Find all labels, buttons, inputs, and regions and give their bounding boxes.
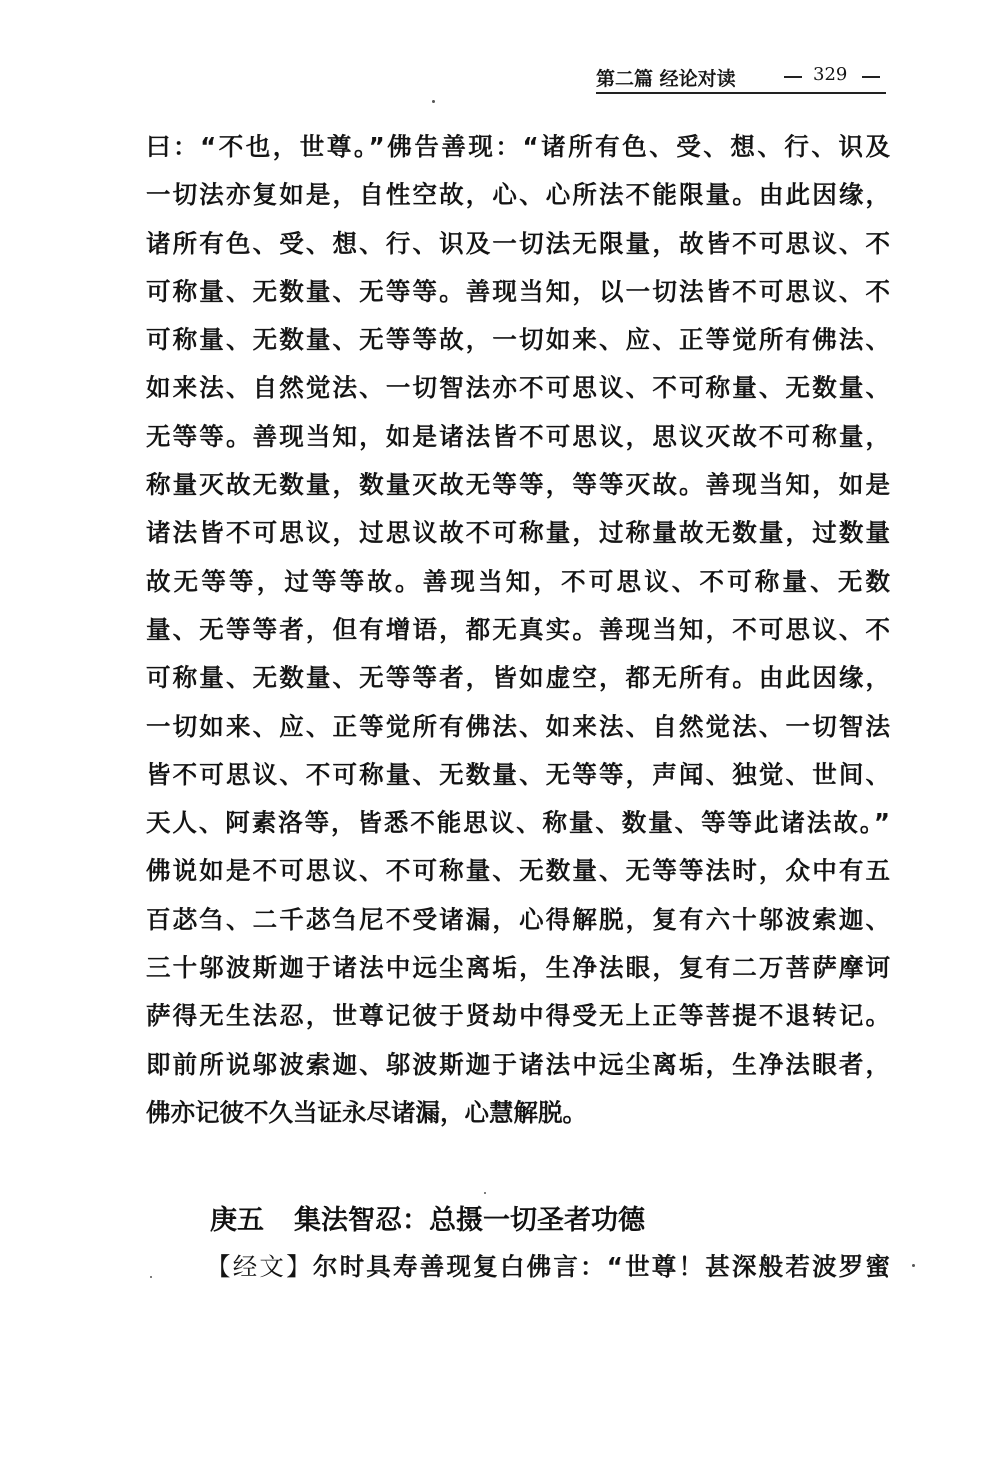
body-line: 三十邬波斯迦于诸法中远尘离垢，生净法眼，复有二万菩萨摩诃 bbox=[146, 953, 890, 983]
body-line: 一切如来、应、正等觉所有佛法、如来法、自然觉法、一切智法 bbox=[146, 711, 890, 741]
body-line: 可称量、无数量、无等等故，一切如来、应、正等觉所有佛法、 bbox=[146, 325, 890, 355]
body-line: 即前所说邬波索迦、邬波斯迦于诸法中远尘离垢，生净法眼者， bbox=[146, 1049, 890, 1079]
sutra-passage bbox=[206, 1248, 890, 1283]
sutra-text: 尔时具寿善现复白佛言：“世尊！甚深般若波罗蜜 bbox=[312, 1252, 891, 1281]
header-dash-right bbox=[862, 76, 880, 78]
scan-speck bbox=[912, 1264, 915, 1267]
header-title: 第二篇 经论对读 bbox=[596, 68, 736, 90]
body-line: 一切法亦复如是，自性空故，心、心所法不能限量。由此因缘， bbox=[146, 180, 890, 210]
running-header bbox=[596, 62, 886, 96]
header-rule bbox=[596, 92, 886, 94]
section-heading bbox=[210, 1198, 645, 1237]
body-line: 天人、阿素洛等，皆悉不能思议、称量、数量、等等此诸法故。” bbox=[146, 808, 890, 838]
body-line: 萨得无生法忍，世尊记彼于贤劫中得受无上正等菩提不退转记。 bbox=[146, 1001, 890, 1031]
section-title: 集法智忍：总摄一切圣者功德 bbox=[294, 1205, 645, 1236]
body-line: 如来法、自然觉法、一切智法亦不可思议、不可称量、无数量、 bbox=[146, 373, 890, 403]
body-line: 可称量、无数量、无等等者，皆如虚空，都无所有。由此因缘， bbox=[146, 663, 890, 693]
scan-speck bbox=[484, 1192, 486, 1194]
body-line: 故无等等，过等等故。善现当知，不可思议、不可称量、无数 bbox=[146, 566, 890, 596]
body-paragraph bbox=[146, 130, 890, 1144]
body-line: 佛说如是不可思议、不可称量、无数量、无等等法时，众中有五 bbox=[146, 856, 890, 886]
section-label: 庚五 bbox=[210, 1205, 264, 1236]
body-line: 量、无等等者，但有增语，都无真实。善现当知，不可思议、不 bbox=[146, 614, 890, 644]
body-line: 皆不可思议、不可称量、无数量、无等等，声闻、独觉、世间、 bbox=[146, 759, 890, 789]
scan-speck bbox=[432, 100, 435, 103]
scan-speck bbox=[150, 1276, 152, 1278]
body-line: 无等等。善现当知，如是诸法皆不可思议，思议灭故不可称量， bbox=[146, 421, 890, 451]
body-line: 诸所有色、受、想、行、识及一切法无限量，故皆不可思议、不 bbox=[146, 228, 890, 258]
body-line: 佛亦记彼不久当证永尽诸漏，心慧解脱。 bbox=[146, 1097, 587, 1127]
body-line: 诸法皆不可思议，过思议故不可称量，过称量故无数量，过数量 bbox=[146, 518, 890, 548]
body-line: 可称量、无数量、无等等。善现当知，以一切法皆不可思议、不 bbox=[146, 276, 890, 306]
body-line: 百苾刍、二千苾刍尼不受诸漏，心得解脱，复有六十邬波索迦、 bbox=[146, 904, 890, 934]
page-number: 329 bbox=[813, 64, 848, 85]
sutra-label: 【经文】 bbox=[206, 1252, 313, 1281]
header-dash-left bbox=[784, 76, 802, 78]
body-line: 曰：“不也，世尊。”佛告善现：“诸所有色、受、想、行、识及 bbox=[146, 132, 890, 161]
body-line: 称量灭故无数量，数量灭故无等等，等等灭故。善现当知，如是 bbox=[146, 470, 890, 500]
